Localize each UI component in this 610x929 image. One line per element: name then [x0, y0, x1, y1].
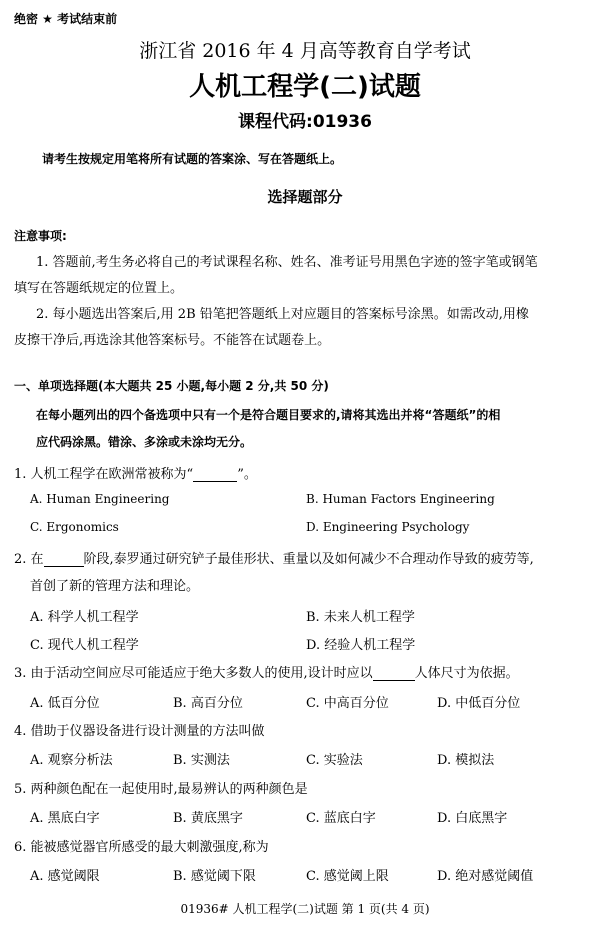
- question-5: 5. 两种颜色配在一起使用时,最易辨认的两种颜色是: [14, 782, 308, 797]
- question-1-text: 1. 人机工程学在欧洲常被称为“: [14, 467, 194, 482]
- q3-option-c: C. 中高百分位: [306, 696, 389, 711]
- note-1-line-1: 1. 答题前,考生务必将自己的考试课程名称、姓名、准考证号用黑色字迹的签字笔或钢笔: [36, 255, 538, 270]
- q6-option-b: B. 感觉阈下限: [173, 869, 256, 884]
- q2-option-d: D. 经验人机工程学: [306, 638, 416, 653]
- q6-option-a: A. 感觉阈限: [30, 869, 100, 884]
- question-2-line-2: 首创了新的管理方法和理论。: [30, 579, 200, 594]
- q5-option-a: A. 黑底白字: [30, 811, 100, 826]
- question-1-text-end: ”。: [237, 467, 257, 482]
- notes-heading: 注意事项:: [14, 229, 67, 243]
- instruction-top: 请考生按规定用笔将所有试题的答案涂、写在答题纸上。: [42, 152, 343, 166]
- q2-option-a: A. 科学人机工程学: [30, 610, 139, 625]
- answer-blank: [44, 554, 84, 567]
- question-4: 4. 借助于仪器设备进行设计测量的方法叫做: [14, 724, 265, 739]
- question-3-text: 3. 由于活动空间应尽可能适应于绝大多数人的使用,设计时应以: [14, 666, 373, 681]
- note-1-line-2: 填写在答题纸规定的位置上。: [14, 281, 184, 296]
- section-title: 选择题部分: [267, 188, 343, 206]
- q6-option-c: C. 感觉阈上限: [306, 869, 389, 884]
- secrecy-label: 绝密 ★ 考试结束前: [14, 12, 118, 26]
- question-6: 6. 能被感觉器官所感受的最大刺激强度,称为: [14, 840, 269, 855]
- answer-blank: [193, 469, 237, 482]
- part1-heading: 一、单项选择题(本大题共 25 小题,每小题 2 分,共 50 分): [14, 379, 329, 393]
- question-2-text: 2. 在: [14, 552, 44, 567]
- question-2-text-cont: 阶段,泰罗通过研究铲子最佳形状、重量以及如何减少不合理动作导致的疲劳等,: [83, 552, 534, 567]
- page-footer: 01936# 人机工程学(二)试题 第 1 页(共 4 页): [180, 902, 430, 916]
- q5-option-b: B. 黄底黑字: [173, 811, 243, 826]
- question-1: [14, 463, 257, 482]
- q1-option-a: A. Human Engineering: [30, 492, 170, 506]
- q4-option-b: B. 实测法: [173, 753, 230, 768]
- part1-instruction-line-2: 应代码涂黑。错涂、多涂或未涂均无分。: [36, 435, 253, 449]
- q3-option-d: D. 中低百分位: [437, 696, 521, 711]
- q3-option-a: A. 低百分位: [30, 696, 100, 711]
- q4-option-c: C. 实验法: [306, 753, 363, 768]
- q3-option-b: B. 高百分位: [173, 696, 243, 711]
- q4-option-d: D. 模拟法: [437, 753, 495, 768]
- answer-blank: [373, 668, 415, 681]
- q2-option-c: C. 现代人机工程学: [30, 638, 139, 653]
- page-title: 人机工程学(二)试题: [189, 72, 421, 102]
- part1-instruction-line-1: 在每小题列出的四个备选项中只有一个是符合题目要求的,请将其选出并将“答题纸”的相: [36, 408, 501, 422]
- q1-option-c: C. Ergonomics: [30, 520, 119, 534]
- q5-option-c: C. 蓝底白字: [306, 811, 376, 826]
- question-3-text-end: 人体尺寸为依据。: [414, 666, 519, 681]
- q6-option-d: D. 绝对感觉阈值: [437, 869, 534, 884]
- q1-option-d: D. Engineering Psychology: [306, 520, 470, 534]
- q5-option-d: D. 白底黑字: [437, 811, 508, 826]
- q2-option-b: B. 未来人机工程学: [306, 610, 415, 625]
- note-2-line-1: 2. 每小题选出答案后,用 2B 铅笔把答题纸上对应题目的答案标号涂黑。如需改动,用橡: [36, 307, 529, 322]
- question-3: [14, 662, 519, 681]
- exam-name: 浙江省 2016 年 4 月高等教育自学考试: [139, 40, 471, 62]
- q1-option-b: B. Human Factors Engineering: [306, 492, 495, 506]
- q4-option-a: A. 观察分析法: [30, 753, 113, 768]
- course-code: 课程代码:01936: [238, 112, 372, 132]
- question-2: [14, 548, 534, 567]
- note-2-line-2: 皮擦干净后,再选涂其他答案标号。不能答在试题卷上。: [14, 333, 331, 348]
